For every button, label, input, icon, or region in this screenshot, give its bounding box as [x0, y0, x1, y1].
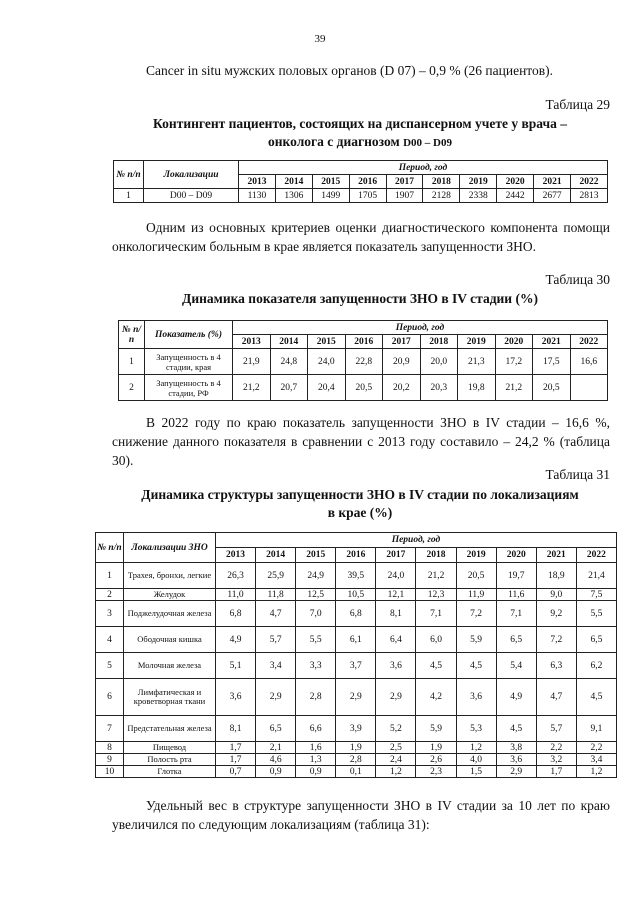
table29-title — [100, 115, 620, 152]
table30-col-period: Период, год — [233, 321, 608, 335]
cell-value: 6,5 — [576, 627, 616, 653]
cell-value: 4,7 — [536, 679, 576, 716]
cell-value: 1130 — [239, 189, 276, 203]
cell-value: 4,2 — [416, 679, 456, 716]
cell-value: 5,9 — [456, 627, 496, 653]
cell-value: 7,1 — [416, 601, 456, 627]
cell-value: 6,4 — [376, 627, 416, 653]
cell-value: 1,6 — [296, 742, 336, 754]
cell-value: 10,5 — [336, 589, 376, 601]
table29-label: Таблица 29 — [545, 97, 610, 112]
cell-value: 3,2 — [536, 754, 576, 766]
cell-value: 11,0 — [216, 589, 256, 601]
cell-value: 20,5 — [533, 375, 571, 401]
cell-value: 7,2 — [456, 601, 496, 627]
cell-value: 21,2 — [233, 375, 271, 401]
cell-value: 20,7 — [270, 375, 308, 401]
page-number: 39 — [314, 33, 326, 45]
cell-value: 26,3 — [216, 563, 256, 589]
cell-value: 6,6 — [296, 716, 336, 742]
row-label: Пищевод — [124, 742, 216, 754]
cell-value: 20,5 — [456, 563, 496, 589]
cell-value: 2,9 — [336, 679, 376, 716]
cell-value: 5,3 — [456, 716, 496, 742]
table31-col-loc: Локализации ЗНО — [124, 533, 216, 563]
cell-value: 4,5 — [456, 653, 496, 679]
cell-value: 2,9 — [496, 766, 536, 778]
cell-value: 4,9 — [216, 627, 256, 653]
table31-col-num: № п/п — [96, 533, 124, 563]
cell-value: 11,9 — [456, 589, 496, 601]
cell-value: 12,1 — [376, 589, 416, 601]
row-label: Запущенность в 4 стадии, РФ — [145, 375, 233, 401]
cell-value: 1499 — [312, 189, 349, 203]
table31-row — [96, 589, 617, 601]
row-number: 7 — [96, 716, 124, 742]
table29-year-2022: 2022 — [571, 175, 608, 189]
cell-value: 18,9 — [536, 563, 576, 589]
cell-value: 21,4 — [576, 563, 616, 589]
row-label: Запущенность в 4 стадии, края — [145, 349, 233, 375]
cell-value: 11,8 — [256, 589, 296, 601]
table29-year-2017: 2017 — [386, 175, 423, 189]
table29-title-codes: D00 – D09 — [403, 137, 452, 149]
table31 — [95, 532, 617, 778]
cell-value: 6,2 — [576, 653, 616, 679]
cell-value: 24,0 — [308, 349, 346, 375]
cell-value: 6,0 — [416, 627, 456, 653]
cell-value: 7,0 — [296, 601, 336, 627]
cell-value: 1,2 — [456, 742, 496, 754]
cell-value: 16,6 — [570, 349, 608, 375]
table30-label: Таблица 30 — [545, 272, 610, 287]
cell-value: 2813 — [571, 189, 608, 203]
cell-value: 1,7 — [216, 754, 256, 766]
row-number: 4 — [96, 627, 124, 653]
table31-year-2020: 2020 — [496, 548, 536, 563]
cell-value: 3,6 — [216, 679, 256, 716]
row-number: 9 — [96, 754, 124, 766]
table29-year-2021: 2021 — [534, 175, 571, 189]
cell-value: 3,4 — [256, 653, 296, 679]
cell-value: 4,9 — [496, 679, 536, 716]
table31-year-2015: 2015 — [296, 548, 336, 563]
cell-value: 3,4 — [576, 754, 616, 766]
cell-value: 1,9 — [336, 742, 376, 754]
cell-value: 5,5 — [296, 627, 336, 653]
cell-value: 20,5 — [345, 375, 383, 401]
table30-title: Динамика показателя запущенности ЗНО в IV стадии (%) — [182, 291, 538, 306]
table30-year-2018: 2018 — [420, 335, 458, 349]
cell-value: 9,2 — [536, 601, 576, 627]
table31-year-2016: 2016 — [336, 548, 376, 563]
cell-value: 6,8 — [216, 601, 256, 627]
row-label: D00 – D09 — [144, 189, 239, 203]
cell-value: 21,2 — [416, 563, 456, 589]
cell-value: 21,2 — [495, 375, 533, 401]
cell-value: 22,8 — [345, 349, 383, 375]
table31-row — [96, 742, 617, 754]
cell-value: 4,0 — [456, 754, 496, 766]
cell-value: 1,7 — [536, 766, 576, 778]
table29-year-2014: 2014 — [275, 175, 312, 189]
table31-row — [96, 754, 617, 766]
cell-value: 2338 — [460, 189, 497, 203]
table30-year-2022: 2022 — [570, 335, 608, 349]
row-number: 2 — [96, 589, 124, 601]
cell-value: 4,5 — [576, 679, 616, 716]
cell-value: 20,4 — [308, 375, 346, 401]
row-label: Лимфатическая и кроветворная ткани — [124, 679, 216, 716]
table31-row — [96, 653, 617, 679]
cell-value: 6,8 — [336, 601, 376, 627]
cell-value: 1,7 — [216, 742, 256, 754]
row-label: Молочная железа — [124, 653, 216, 679]
cell-value: 20,2 — [383, 375, 421, 401]
cell-value: 6,1 — [336, 627, 376, 653]
table29-year-2020: 2020 — [497, 175, 534, 189]
row-number: 1 — [119, 349, 145, 375]
cell-value: 1,2 — [576, 766, 616, 778]
intro-line: Cancer in situ мужских половых органов (D 07) – 0,9 % (26 пациентов). — [146, 63, 554, 78]
table30-col-num: № п/п — [119, 321, 145, 349]
table30-year-2015: 2015 — [308, 335, 346, 349]
table30-row — [119, 375, 608, 401]
cell-value: 5,2 — [376, 716, 416, 742]
para3: Удельный вес в структуре запущенности ЗНО в IV стадии за 10 лет по краю увеличился по следующим локализациям (таблица 31): — [112, 798, 610, 832]
cell-value: 3,9 — [336, 716, 376, 742]
table30-year-2016: 2016 — [345, 335, 383, 349]
table31-year-2013: 2013 — [216, 548, 256, 563]
row-number: 1 — [96, 563, 124, 589]
cell-value: 2,3 — [416, 766, 456, 778]
cell-value: 1,2 — [376, 766, 416, 778]
cell-value: 9,0 — [536, 589, 576, 601]
table30 — [118, 320, 608, 401]
table31-row — [96, 716, 617, 742]
cell-value: 5,7 — [536, 716, 576, 742]
cell-value: 2677 — [534, 189, 571, 203]
row-number: 6 — [96, 679, 124, 716]
table30-year-2017: 2017 — [383, 335, 421, 349]
table31-year-2014: 2014 — [256, 548, 296, 563]
table31-row — [96, 627, 617, 653]
table30-row — [119, 349, 608, 375]
table29-row — [114, 189, 608, 203]
table31-row — [96, 766, 617, 778]
cell-value: 8,1 — [216, 716, 256, 742]
cell-value: 5,5 — [576, 601, 616, 627]
cell-value: 3,6 — [496, 754, 536, 766]
cell-value: 4,5 — [416, 653, 456, 679]
row-label: Трахея, бронхи, легкие — [124, 563, 216, 589]
cell-value: 1,9 — [416, 742, 456, 754]
cell-value: 12,3 — [416, 589, 456, 601]
cell-value: 20,0 — [420, 349, 458, 375]
cell-value: 2,2 — [536, 742, 576, 754]
table30-year-2014: 2014 — [270, 335, 308, 349]
cell-value: 17,2 — [495, 349, 533, 375]
row-number: 3 — [96, 601, 124, 627]
cell-value: 21,3 — [458, 349, 496, 375]
cell-value: 1306 — [275, 189, 312, 203]
para1: Одним из основных критериев оценки диагностического компонента помощи онкологическим больным в крае является показатель запущенности ЗНО. — [112, 220, 610, 254]
cell-value: 4,6 — [256, 754, 296, 766]
table31-year-2017: 2017 — [376, 548, 416, 563]
table29 — [113, 160, 608, 203]
cell-value: 2,4 — [376, 754, 416, 766]
table29-col-num: № п/п — [114, 161, 144, 189]
cell-value: 5,7 — [256, 627, 296, 653]
cell-value: 0,9 — [256, 766, 296, 778]
cell-value: 19,8 — [458, 375, 496, 401]
cell-value: 0,7 — [216, 766, 256, 778]
table29-year-2013: 2013 — [239, 175, 276, 189]
row-number: 1 — [114, 189, 144, 203]
row-label: Полость рта — [124, 754, 216, 766]
cell-value: 8,1 — [376, 601, 416, 627]
table31-title-line2: в крае (%) — [327, 505, 393, 520]
cell-value: 7,5 — [576, 589, 616, 601]
cell-value: 1,3 — [296, 754, 336, 766]
para2: В 2022 году по краю показатель запущенности ЗНО в IV стадии – 16,6 %, снижение данного показателя в сравнении с 2013 году составило – 24,2 % (таблица 30). — [112, 415, 610, 468]
cell-value: 19,7 — [496, 563, 536, 589]
cell-value: 24,0 — [376, 563, 416, 589]
table31-row — [96, 679, 617, 716]
row-number: 10 — [96, 766, 124, 778]
row-number: 8 — [96, 742, 124, 754]
row-label: Предстательная железа — [124, 716, 216, 742]
table29-title-line1: Контингент пациентов, состоящих на диспансерном учете у врача – — [153, 116, 567, 131]
cell-value: 24,8 — [270, 349, 308, 375]
cell-value: 3,6 — [456, 679, 496, 716]
cell-value: 20,3 — [420, 375, 458, 401]
table29-year-2019: 2019 — [460, 175, 497, 189]
table31-label: Таблица 31 — [545, 467, 610, 482]
cell-value: 1907 — [386, 189, 423, 203]
cell-value: 2128 — [423, 189, 460, 203]
cell-value: 39,5 — [336, 563, 376, 589]
table30-year-2020: 2020 — [495, 335, 533, 349]
cell-value: 11,6 — [496, 589, 536, 601]
cell-value: 5,4 — [496, 653, 536, 679]
cell-value: 9,1 — [576, 716, 616, 742]
cell-value: 3,7 — [336, 653, 376, 679]
cell-value: 0,9 — [296, 766, 336, 778]
cell-value: 2,6 — [416, 754, 456, 766]
row-number: 5 — [96, 653, 124, 679]
table31-title-line1: Динамика структуры запущенности ЗНО в IV стадии по локализациям — [141, 487, 579, 502]
cell-value: 2,5 — [376, 742, 416, 754]
table29-col-period: Период, год — [239, 161, 608, 175]
cell-value: 2,9 — [256, 679, 296, 716]
cell-value: 5,1 — [216, 653, 256, 679]
cell-value: 3,8 — [496, 742, 536, 754]
cell-value: 4,7 — [256, 601, 296, 627]
cell-value: 3,3 — [296, 653, 336, 679]
cell-value: 7,2 — [536, 627, 576, 653]
table31-title — [95, 486, 625, 522]
cell-value: 1705 — [349, 189, 386, 203]
table31-row — [96, 563, 617, 589]
cell-value: 6,3 — [536, 653, 576, 679]
table31-year-2019: 2019 — [456, 548, 496, 563]
table30-col-ind: Показатель (%) — [145, 321, 233, 349]
table31-col-period: Период, год — [216, 533, 617, 548]
cell-value: 2,8 — [296, 679, 336, 716]
table29-year-2015: 2015 — [312, 175, 349, 189]
table31-row — [96, 601, 617, 627]
table29-year-2016: 2016 — [349, 175, 386, 189]
row-label: Глотка — [124, 766, 216, 778]
cell-value: 6,5 — [496, 627, 536, 653]
cell-value: 3,6 — [376, 653, 416, 679]
cell-value: 2,2 — [576, 742, 616, 754]
table29-col-loc: Локализации — [144, 161, 239, 189]
table31-year-2021: 2021 — [536, 548, 576, 563]
table31-year-2018: 2018 — [416, 548, 456, 563]
cell-value: 2,1 — [256, 742, 296, 754]
cell-value: 20,9 — [383, 349, 421, 375]
cell-value: 25,9 — [256, 563, 296, 589]
table29-title-line2: онколога с диагнозом — [268, 134, 400, 149]
table31-year-2022: 2022 — [576, 548, 616, 563]
cell-value: 21,9 — [233, 349, 271, 375]
row-label: Ободочная кишка — [124, 627, 216, 653]
row-label: Поджелудочная железа — [124, 601, 216, 627]
cell-value: 5,9 — [416, 716, 456, 742]
cell-value: 6,5 — [256, 716, 296, 742]
cell-value: 4,5 — [496, 716, 536, 742]
cell-value: 7,1 — [496, 601, 536, 627]
row-label: Желудок — [124, 589, 216, 601]
row-number: 2 — [119, 375, 145, 401]
table30-year-2019: 2019 — [458, 335, 496, 349]
cell-value: 2442 — [497, 189, 534, 203]
cell-value: 1,5 — [456, 766, 496, 778]
cell-value: 12,5 — [296, 589, 336, 601]
table29-year-2018: 2018 — [423, 175, 460, 189]
cell-value: 0,1 — [336, 766, 376, 778]
cell-value: 2,9 — [376, 679, 416, 716]
cell-value — [570, 375, 608, 401]
cell-value: 2,8 — [336, 754, 376, 766]
cell-value: 24,9 — [296, 563, 336, 589]
table30-year-2021: 2021 — [533, 335, 571, 349]
cell-value: 17,5 — [533, 349, 571, 375]
table30-year-2013: 2013 — [233, 335, 271, 349]
